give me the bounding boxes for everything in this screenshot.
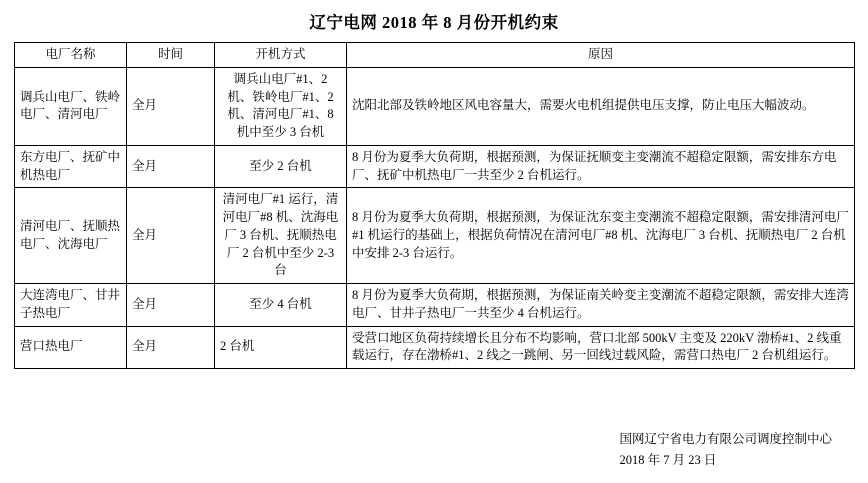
cell-time: 全月 [127,145,215,188]
cell-plant: 大连湾电厂、甘井子热电厂 [15,284,127,327]
column-header-mode: 开机方式 [215,43,347,68]
cell-time: 全月 [127,67,215,145]
startup-constraint-table [14,42,855,369]
column-header-time: 时间 [127,43,215,68]
cell-time: 全月 [127,326,215,369]
cell-plant: 东方电厂、抚矿中机热电厂 [15,145,127,188]
cell-mode: 2 台机 [215,326,347,369]
cell-reason: 8 月份为夏季大负荷期，根据预测，为保证沈东变主变潮流不超稳定限额，需安排清河电厂#1 机运行的基础上，根据负荷情况在清河电厂#8 机、沈海电厂 3 台机、抚顺热电厂 2 台机中安排 2-3 台运行。 [347,188,855,284]
footer-date: 2018 年 7 月 23 日 [619,452,717,467]
cell-reason: 8 月份为夏季大负荷期，根据预测，为保证南关岭变主变潮流不超稳定限额，需安排大连湾电厂、甘井子热电厂一共至少 4 台机运行。 [347,284,855,327]
cell-mode: 至少 4 台机 [215,284,347,327]
table-header-row [15,43,855,68]
footer-organization: 国网辽宁省电力有限公司调度控制中心 [619,431,832,446]
cell-mode: 清河电厂#1 运行，清河电厂#8 机、沈海电厂 3 台机、抚顺热电厂 2 台机中至少 2-3 台 [215,188,347,284]
cell-plant: 调兵山电厂、铁岭电厂、清河电厂 [15,67,127,145]
table-row [15,145,855,188]
cell-mode: 调兵山电厂#1、2 机、铁岭电厂#1、2 机、清河电厂#1、8 机中至少 3 台机 [215,67,347,145]
column-header-reason: 原因 [347,43,855,68]
cell-reason: 受营口地区负荷持续增长且分布不均影响，营口北部 500kV 主变及 220kV 渤桥#1、2 线重载运行，存在渤桥#1、2 线之一跳闸、另一回线过载风险，需营口热电厂 2 台机组运行。 [347,326,855,369]
cell-mode: 至少 2 台机 [215,145,347,188]
table-row [15,67,855,145]
cell-plant: 营口热电厂 [15,326,127,369]
column-header-plant: 电厂名称 [15,43,127,68]
table-row [15,326,855,369]
document-page [0,9,868,483]
cell-time: 全月 [127,284,215,327]
table-row [15,284,855,327]
cell-reason: 沈阳北部及铁岭地区风电容量大，需要火电机组提供电压支撑，防止电压大幅波动。 [347,67,855,145]
table-row [15,188,855,284]
page-title: 辽宁电网 2018 年 8 月份开机约束 [309,13,559,32]
document-footer [619,429,832,472]
cell-plant: 清河电厂、抚顺热电厂、沈海电厂 [15,188,127,284]
cell-time: 全月 [127,188,215,284]
cell-reason: 8 月份为夏季大负荷期，根据预测，为保证抚顺变主变潮流不超稳定限额，需安排东方电厂、抚矿中机热电厂一共至少 2 台机运行。 [347,145,855,188]
